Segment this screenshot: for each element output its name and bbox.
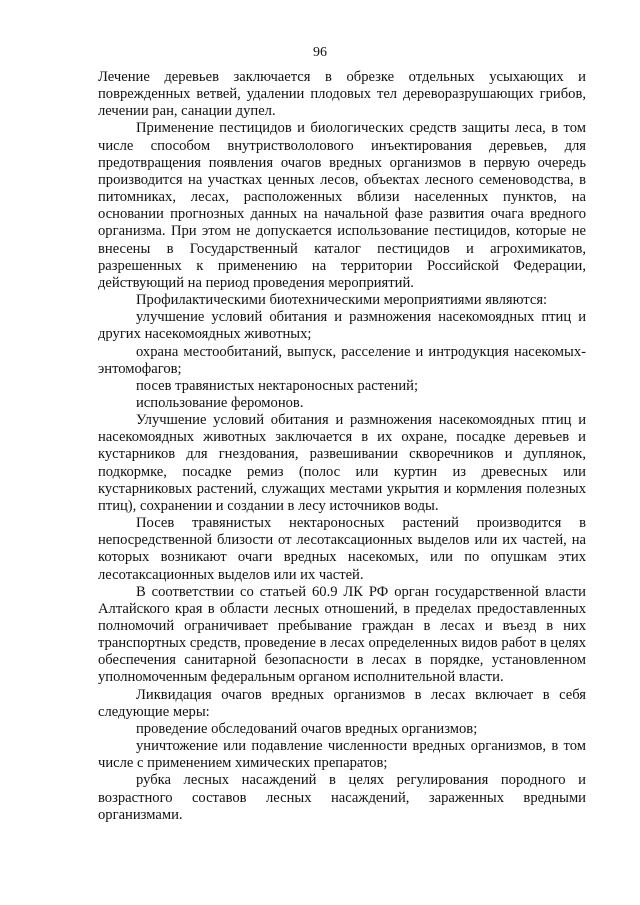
list-item-stand-felling: рубка лесных насаждений в целях регулирования породного и возрастного составов лесных насаждений, зараженных вредными организмами. (98, 772, 586, 823)
list-item-pest-suppression: уничтожение или подавление численности вредных организмов, в том числе с применением химических препаратов; (98, 738, 586, 772)
list-item-pheromones: использование феромонов. (136, 394, 304, 411)
paragraph-tree-treatment: Лечение деревьев заключается в обрезке отдельных усыхающих и поврежденных ветвей, удалении плодовых тел дереворазрушающих грибов, лечении ран, санации дупел. (98, 69, 586, 120)
body-text (98, 69, 586, 824)
list-item-nectar-plants: посев травянистых нектароносных растений; (136, 377, 419, 394)
list-item-bird-habitat: улучшение условий обитания и размножения насекомоядных птиц и других насекомоядных животных; (98, 309, 586, 343)
paragraph-article-60-9: В соответствии со статьей 60.9 ЛК РФ орган государственной власти Алтайского края в области лесных отношений, в пределах предоставленных полномочий ограничивает пребывание граждан в лесах и въезд в них транспортных средств, проведение в лесах определенных видов работ в целях обеспечения санитарной безопасности в лесах в порядке, установленном уполномоченным федеральным органом исполнительной власти. (98, 583, 586, 686)
list-item-entomophage-protection: охрана местообитаний, выпуск, расселение и интродукция насекомых-энтомофагов; (98, 343, 586, 377)
paragraph-habitat-improvement: Улучшение условий обитания и размножения насекомоядных птиц и насекомоядных животных заключается в их охране, посадке деревьев и кустарников для гнездования, развешивании скворечников и дуплянок, подкормке, посадке ремиз (полос или куртин из древесных или кустарниковых растений, служащих местами укрытия и кормления полезных птиц), сохранении и создании в лесу источников воды. (98, 412, 586, 514)
paragraph-biotechnical-intro: Профилактическими биотехническими мероприятиями являются: (136, 292, 548, 309)
paragraph-nectar-sowing: Посев травянистых нектароносных растений производится в непосредственной близости от лесотаксационных выделов или их частей, на которых возникают очаги вредных насекомых, или по опушкам этих лесотаксационных выделов или их частей. (98, 515, 586, 583)
paragraph-outbreak-liquidation: Ликвидация очагов вредных организмов в лесах включает в себя следующие меры: (98, 686, 586, 720)
list-item-surveys: проведение обследований очагов вредных организмов; (136, 720, 478, 737)
page-number: 96 (313, 45, 327, 60)
paragraph-pesticide-use: Применение пестицидов и биологических средств защиты леса, в том числе способом внутриствололового инъектирования деревьев, для предотвращения появления очагов вредных организмов в первую очередь производится на участках ценных лесов, объектах лесного семеноводства, в питомниках, лесах, расположенных вблизи населенных пунктов, на основании прогнозных данных на начальной фазе развития очага вредного организма. При этом не допускается использование пестицидов, которые не внесены в Государственный каталог пестицидов и агрохимикатов, разрешенных к применению на территории Российской Федерации, действующий на период проведения мероприятий. (98, 120, 586, 291)
